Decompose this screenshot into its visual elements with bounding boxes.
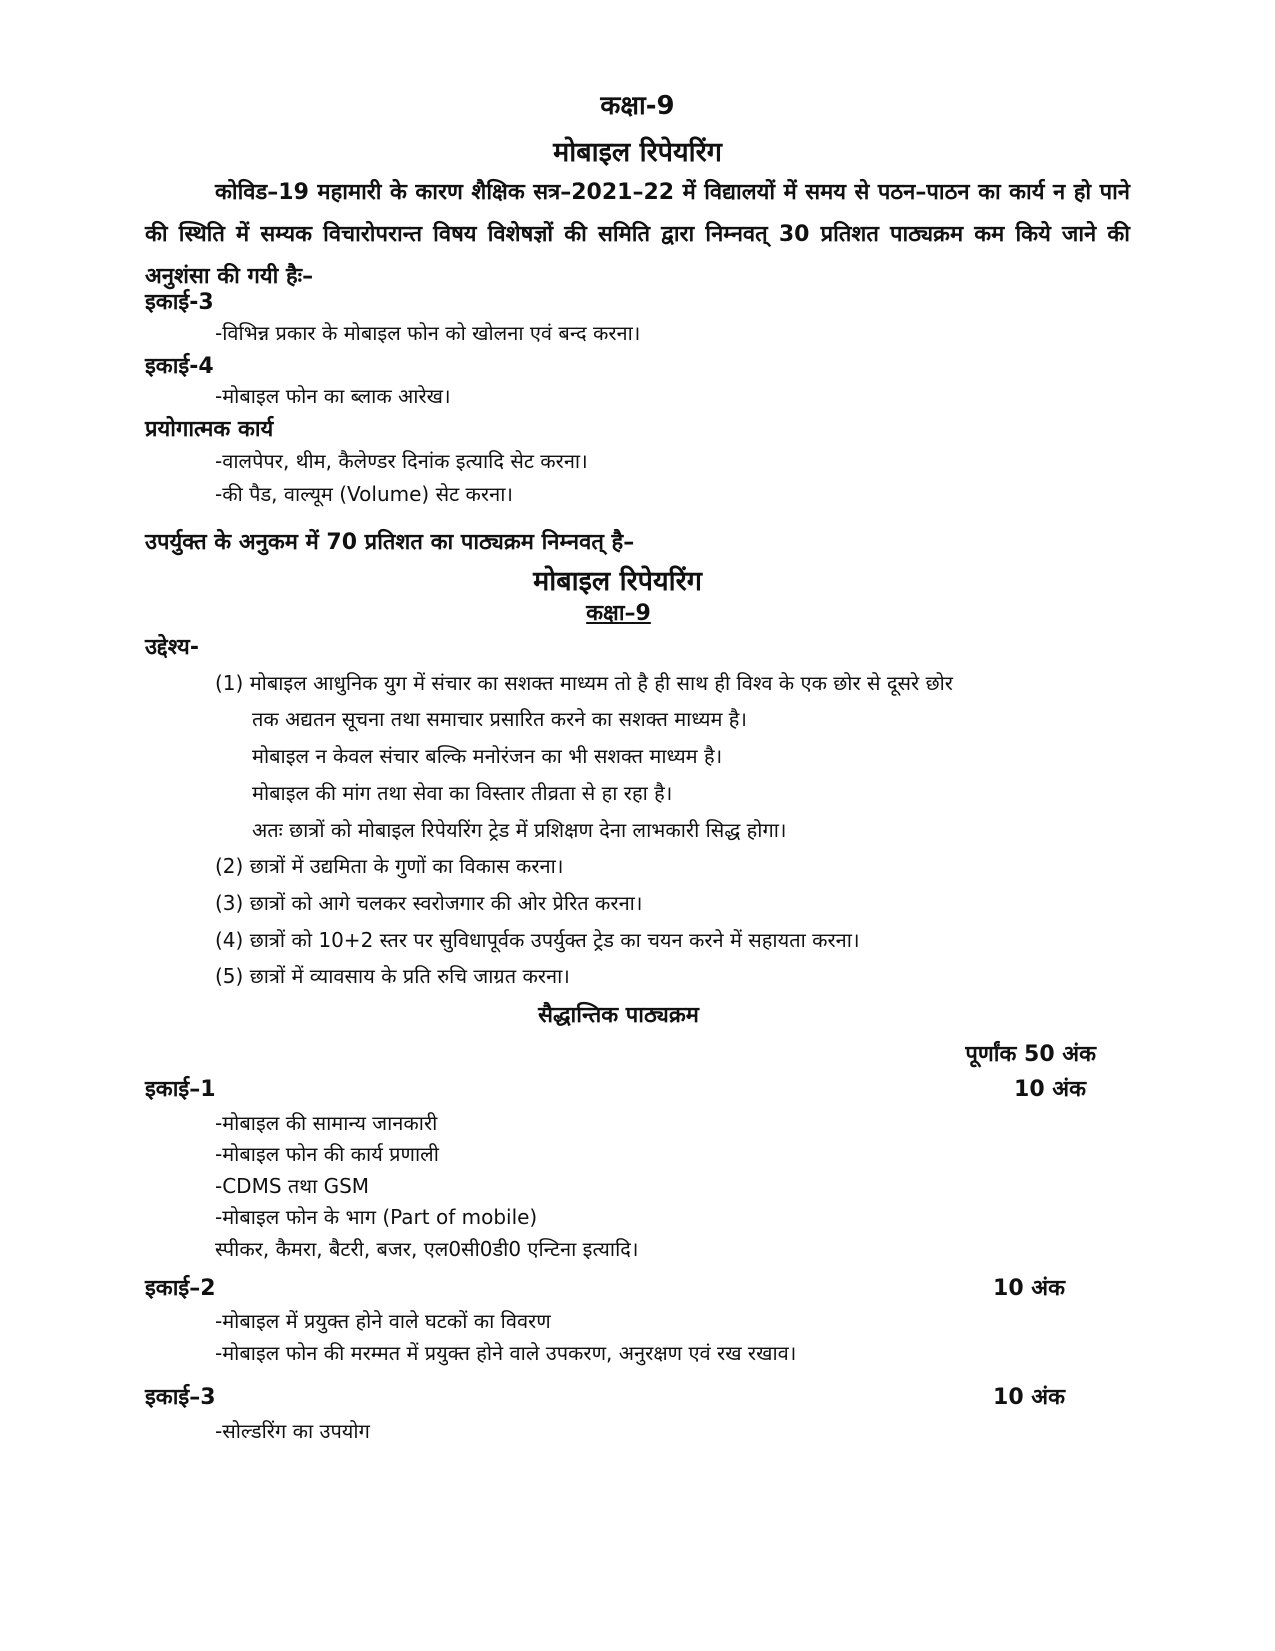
objective-line: मोबाइल न केवल संचार बल्कि मनोरंजन का भी सशक्त माध्यम है।	[252, 744, 723, 768]
unit-item: -CDMS तथा GSM	[215, 1174, 370, 1198]
objective-line: (1) मोबाइल आधुनिक युग में संचार का सशक्त माध्यम तो है ही साथ ही विश्व के एक छोर से दूसरे छोर	[215, 671, 953, 695]
unit-item: -मोबाइल में प्रयुक्त होने वाले घटकों का विवरण	[215, 1309, 551, 1333]
unit-heading: इकाई–3	[145, 1385, 216, 1410]
reduced-unit3-heading: इकाई-3	[145, 290, 214, 315]
objective-line: मोबाइल की मांग तथा सेवा का विस्तार तीव्रता से हा रहा है।	[252, 781, 673, 805]
total-marks: पूर्णांक 50 अंक	[965, 1042, 1096, 1067]
practical-item-1: -वालपेपर, थीम, कैलेण्डर दिनांक इत्यादि सेट करना।	[215, 449, 588, 473]
objective-line: तक अद्यतन सूचना तथा समाचार प्रसारित करने का सशक्त माध्यम है।	[252, 707, 747, 731]
unit-item: -सोल्डरिंग का उपयोग	[215, 1419, 370, 1443]
unit-heading: इकाई–1	[145, 1077, 216, 1102]
unit-marks: 10 अंक	[993, 1276, 1065, 1301]
reduced-unit4-item: -मोबाइल फोन का ब्लाक आरेख।	[215, 384, 451, 408]
objective-line: अतः छात्रों को मोबाइल रिपेयरिंग ट्रेड में प्रशिक्षण देना लाभकारी सिद्ध होगा।	[252, 818, 787, 842]
unit-item: -मोबाइल फोन के भाग (Part of mobile)	[215, 1205, 538, 1229]
practical-item-2: -की पैड, वाल्यूम (Volume) सेट करना।	[215, 482, 513, 506]
unit-marks: 10 अंक	[993, 1385, 1065, 1410]
subject-title: मोबाइल रिपेयरिंग	[553, 137, 722, 168]
objectives-heading: उद्देश्य-	[145, 635, 199, 660]
theory-heading: सैद्धान्तिक पाठ्यक्रम	[538, 1003, 699, 1028]
unit-item: -मोबाइल फोन की मरम्मत में प्रयुक्त होने वाले उपकरण, अनुरक्षण एवं रख रखाव।	[215, 1341, 797, 1365]
unit-item: -मोबाइल की सामान्य जानकारी	[215, 1111, 438, 1135]
syllabus-subject-title: मोबाइल रिपेयरिंग	[533, 566, 702, 597]
unit-marks: 10 अंक	[1014, 1077, 1086, 1102]
syllabus-intro-line: उपर्युक्त के अनुकम में 70 प्रतिशत का पाठ्यक्रम निम्नवत् है–	[145, 530, 635, 555]
intro-paragraph: कोविड–19 महामारी के कारण शैक्षिक सत्र–2021–22 में विद्यालयों में समय से पठन–पाठन का कार्य न हो पाने की स्थिति में सम्यक विचारोपरान्त विषय विशेषज्ञों की समिति द्वारा निम्नवत् 30 प्रतिशत पाठ्यक्रम कम किये जाने की अनुशंसा की गयी हैः–	[145, 180, 1130, 289]
class-title: कक्षा-9	[600, 91, 675, 121]
objective-line: (4) छात्रों को 10+2 स्तर पर सुविधापूर्वक उपर्युक्त ट्रेड का चयन करने में सहायता करना।	[215, 928, 860, 952]
practical-heading: प्रयोगात्मक कार्य	[145, 417, 274, 442]
syllabus-class-title: कक्षा–9	[586, 601, 651, 626]
objective-line: (2) छात्रों में उद्यमिता के गुणों का विकास करना।	[215, 854, 564, 878]
reduced-unit3-item: -विभिन्न प्रकार के मोबाइल फोन को खोलना एवं बन्द करना।	[215, 321, 641, 345]
unit-heading: इकाई–2	[145, 1276, 216, 1301]
objective-line: (5) छात्रों में व्यावसाय के प्रति रुचि जाग्रत करना।	[215, 964, 570, 988]
unit-item: -मोबाइल फोन की कार्य प्रणाली	[215, 1142, 439, 1166]
reduced-unit4-heading: इकाई-4	[145, 354, 214, 379]
objective-line: (3) छात्रों को आगे चलकर स्वरोजगार की ओर प्रेरित करना।	[215, 891, 643, 915]
unit-item: स्पीकर, कैमरा, बैटरी, बजर, एल0सी0डी0 एन्टिना इत्यादि।	[215, 1237, 639, 1261]
